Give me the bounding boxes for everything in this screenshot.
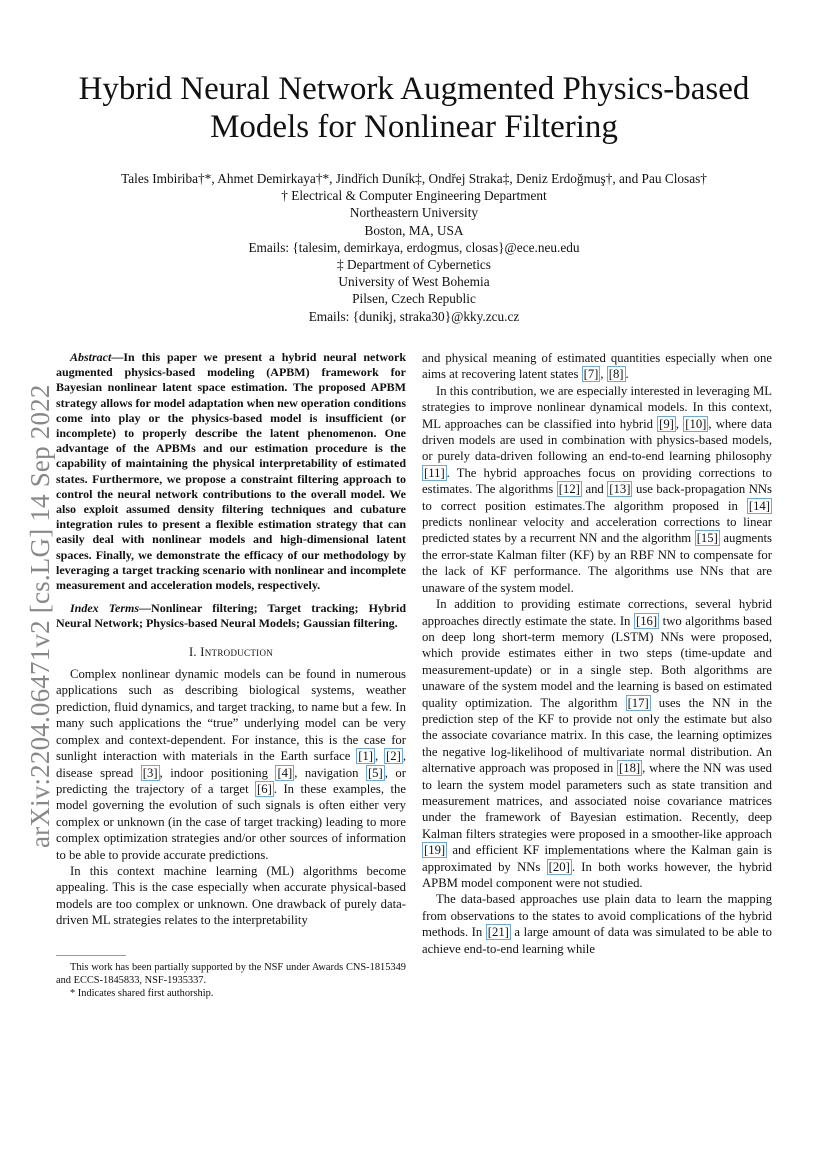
text-run: two algorithms based on deep long short-term memory (LSTM) NNs were proposed, which provide estimates either in two steps (time-update and measurement-update) or in a single step. Both algorithms are unaware of the system model and the learning is based on estimated quality optimization. The algorithm — [422, 613, 772, 710]
abstract-label: Abstract — [70, 350, 112, 364]
affiliation-1: † Electrical & Computer Engineering Department — [281, 188, 547, 204]
citation-link[interactable]: [5] — [367, 765, 383, 780]
text-run: a large amount of data was simulated to be able to achieve end-to-end learning while — [422, 925, 772, 956]
affiliation-4: ‡ Department of Cybernetics — [337, 257, 491, 273]
citation-link[interactable]: [9] — [659, 416, 674, 431]
left-column — [56, 350, 406, 929]
text-run: , where data driven models are used in combination with physics-based models, or purely data-driven following an end-to-end learning philosophy — [422, 416, 773, 464]
right-paragraph-4 — [422, 891, 772, 957]
citation-link[interactable]: [13] — [609, 482, 631, 497]
text-run: . The hybrid approaches focus on providing corrections to estimates. The algorithms — [422, 465, 772, 497]
text-run: The data-based approaches use plain data to learn the mapping from observations to the states to avoid complications of the hybrid methods. In — [422, 892, 772, 940]
citation-link[interactable]: [7] — [583, 367, 599, 382]
citation-link[interactable]: [10] — [685, 416, 707, 431]
citation-link[interactable]: [6] — [257, 781, 272, 796]
text-run: predicts nonlinear velocity and acceleration corrections to linear predicted states by a recurrent NN and the algorithm — [422, 515, 772, 546]
abstract-text: —In this paper we present a hybrid neural network augmented physics-based modeling (APBM) framework for Bayesian nonlinear latent space estimation. The proposed APBM strategy allows for model adaptation when new operation conditions come into play or the physics-based model is insufficient (or incomplete) to properly describe the latent phenomenon. One advantage of the APBMs and our estimation procedure is the capability of maintaining the physical interpretability of estimated states. Furthermore, we propose a constraint filtering approach to control the neural network contributions to the overall model. We also exploit assumed density filtering techniques and cubature integration rules to present a flexible estimation strategy that can easily deal with nonlinear models and high-dimensional latent spaces. Finally, we demonstrate the efficacy of our methodology by leveraging a target tracking scenario with nonlinear and incomplete measurement and acceleration models, respectively. — [56, 350, 406, 593]
citation-link[interactable]: [4] — [277, 765, 293, 780]
text-run: use back-propagation NNs to correct position estimates.The algorithm proposed in — [422, 482, 772, 513]
text-run: , disease spread — [56, 749, 406, 780]
citation-link[interactable]: [20] — [548, 859, 570, 874]
citation-link[interactable]: [16] — [635, 613, 658, 628]
text-run: , where the NN was used to learn the system model parameters such as state transition and measurement matrices, and associated noise covariance matrices under the framework of Bayesian estimation. Recently, deep Kalman filters strategies were proposed in a smoother-like approach — [422, 761, 772, 841]
citation-link[interactable]: [19] — [424, 843, 446, 858]
email-line-2: Emails: {dunikj, straka30}@kky.zcu.cz — [308, 308, 520, 324]
abstract — [56, 350, 406, 593]
text-run: and — [581, 482, 608, 497]
text-run: , indoor positioning — [159, 765, 276, 780]
section-number: I. — [188, 644, 197, 659]
section-title: Introduction — [200, 644, 274, 659]
citation-link[interactable]: [15] — [696, 531, 718, 546]
right-paragraph-1 — [422, 350, 772, 383]
text-run: , — [375, 749, 385, 764]
text-run: , or predicting the trajectory of a target — [56, 765, 406, 796]
text-run: , — [600, 367, 607, 382]
text-run: In this contribution, we are especially interested in leveraging ML strategies to improve nonlinear dynamical models. In this context, ML approaches can be classified into hybrid — [422, 383, 772, 431]
citation-link[interactable]: [3] — [142, 765, 158, 780]
paper-title — [40, 70, 788, 146]
title-line-2: Models for Nonlinear Filtering — [210, 109, 618, 145]
text-run: and efficient KF implementations where the Kalman gain is approximated by NNs — [422, 843, 772, 874]
affiliation-2: Northeastern University — [349, 205, 479, 221]
text-run: augments the error-state Kalman filter (KF) by an RBF NN to compensate for the lack of KF performance. The algorithms use NNs that are unaware of the system model. — [422, 531, 772, 595]
index-terms-text: —Nonlinear filtering; Target tracking; Hybrid Neural Network; Physics-based Neural Models; Gaussian filtering. — [56, 601, 406, 631]
text-run: . In these examples, the model governing the evolution of such signals is often either very complex or unknown (in the case of target tracking) leading to more complex optimization strategies and/or other sources of information to be able to provide accurate predictions. — [56, 781, 406, 862]
intro-paragraph-2: In this context machine learning (ML) algorithms become appealing. This is the case especially when accurate physical-based models are too complex or unknown. One drawback of purely data-driven ML strategies relates to the interpretability — [56, 863, 406, 928]
text-run: and physical meaning of estimated quantities especially when one aims at recovering latent states — [422, 351, 772, 382]
citation-link[interactable]: [12] — [558, 482, 580, 497]
footnote-authorship: * Indicates shared first authorship. — [70, 988, 214, 999]
text-run: In addition to providing estimate corrections, several hybrid approaches directly estimate the state. In — [422, 597, 772, 628]
text-run: , — [675, 416, 684, 431]
email-line-1: Emails: {talesim, demirkaya, erdogmus, closas}@ece.neu.edu — [248, 239, 580, 255]
author-block — [40, 170, 788, 325]
title-line-1: Hybrid Neural Network Augmented Physics-based — [78, 71, 750, 107]
section-heading-introduction — [56, 644, 406, 660]
text-run: . — [625, 367, 629, 382]
citation-link[interactable]: [21] — [487, 925, 509, 940]
footnotes — [56, 961, 406, 1000]
citation-link[interactable]: [18] — [619, 761, 641, 776]
text-run: . In both works however, the hybrid APBM model component were not studied. — [422, 859, 772, 890]
index-terms-label: Index Terms — [70, 601, 140, 616]
right-column — [422, 350, 772, 957]
index-terms — [56, 601, 406, 631]
footnote-rule — [56, 955, 126, 956]
intro-paragraph-1 — [56, 666, 406, 863]
citation-link[interactable]: [17] — [627, 695, 649, 710]
affiliation-6: Pilsen, Czech Republic — [352, 291, 476, 307]
right-paragraph-2 — [422, 383, 772, 596]
text-run: uses the NN in the prediction step of the KF to provide not only the estimate but also the associate covariance matrix. In this case, the learning optimizes the negative log-likelihood of multivariate normal distribution. An alternative approach was proposed in — [422, 695, 772, 776]
arxiv-stamp: arXiv:2204.06471v2 [cs.LG] 14 Sep 2022 — [25, 384, 55, 848]
citation-link[interactable]: [2] — [386, 749, 401, 764]
citation-link[interactable]: [11] — [424, 465, 445, 480]
citation-link[interactable]: [1] — [358, 749, 374, 764]
affiliation-3: Boston, MA, USA — [364, 222, 464, 238]
author-names: Tales Imbiriba†*, Ahmet Demirkaya†*, Jindřich Duník‡, Ondřej Straka‡, Deniz Erdoğmuş†, and Pau Closas† — [121, 171, 707, 186]
text-run: , navigation — [294, 765, 366, 780]
text-run: Complex nonlinear dynamic models can be found in numerous applications such as describing biological systems, weather prediction, fluid dynamics, and target tracking, to name but a few. In many such applications the “true” underlying model can be very complex and context-dependent. For instance, this is the case for sunlight interaction with materials in the Earth surface — [56, 667, 406, 764]
citation-link[interactable]: [8] — [608, 367, 624, 382]
citation-link[interactable]: [14] — [748, 498, 770, 513]
right-paragraph-3 — [422, 596, 772, 891]
footnote-funding: This work has been partially supported by the NSF under Awards CNS-1815349 and ECCS-1845833, NSF-1935337. — [56, 962, 406, 986]
affiliation-5: University of West Bohemia — [338, 274, 490, 290]
